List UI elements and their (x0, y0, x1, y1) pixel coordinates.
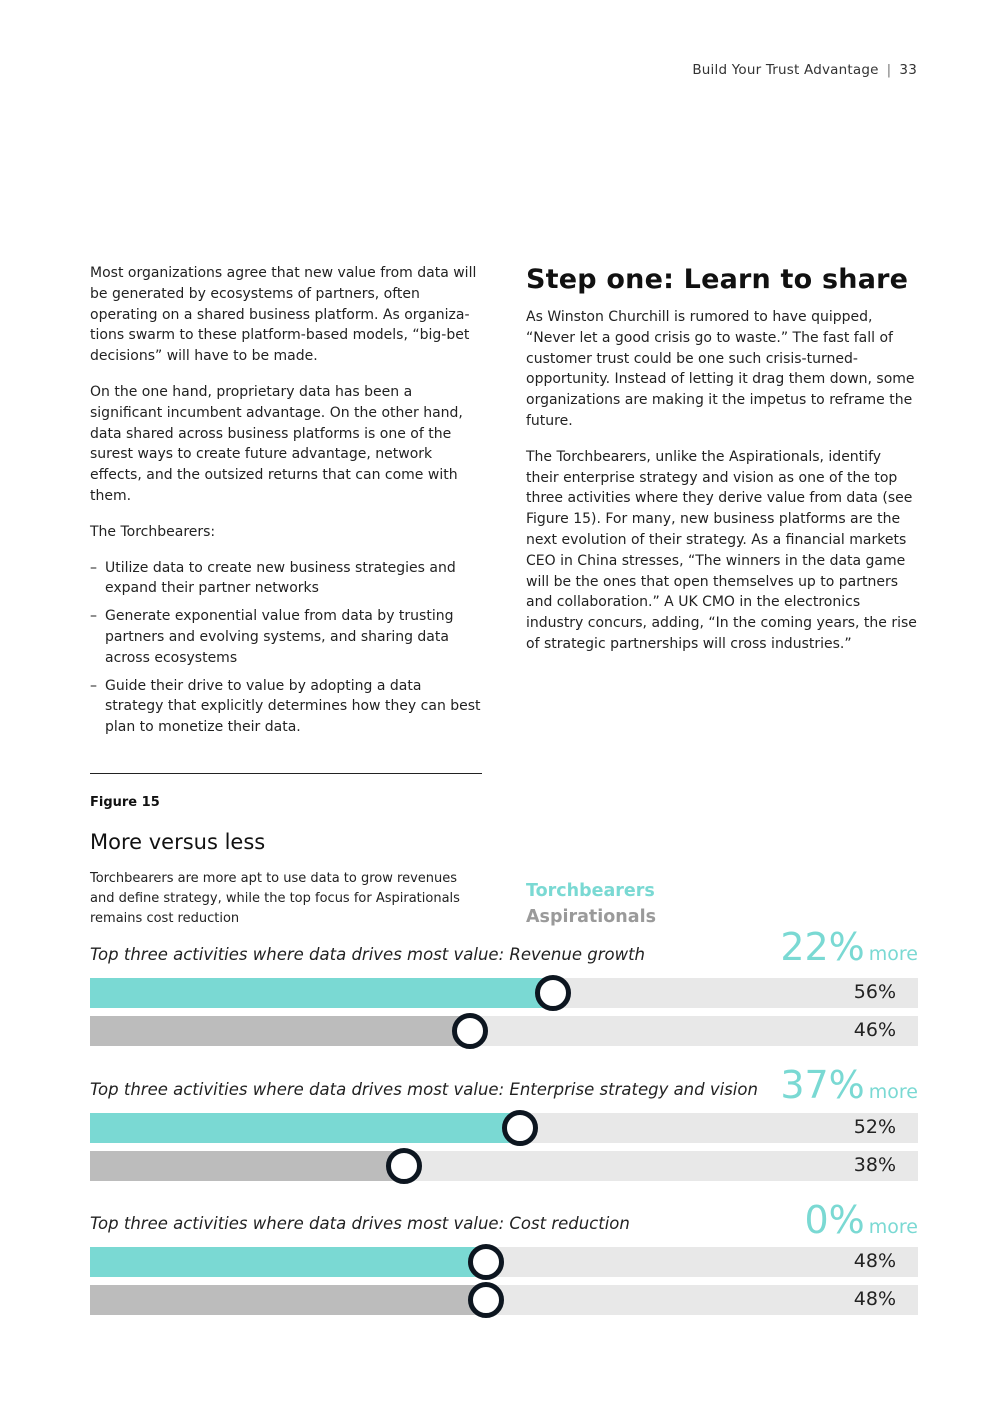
bar-value-label: 56% (853, 981, 896, 1003)
difference-value: 37% (780, 1063, 865, 1107)
torchbearers-list (90, 558, 482, 738)
group-difference (780, 1065, 918, 1105)
list-item (90, 558, 482, 600)
group-title: Top three activities where data drives most value: Enterprise strategy and vision (90, 1080, 758, 1099)
bar-torchbearers (90, 978, 554, 1008)
legend-aspirationals: Aspirationals (526, 907, 656, 927)
bar-aspirationals (90, 1016, 471, 1046)
chart-group-enterprise-strategy (90, 1063, 918, 1220)
header-title: Build Your Trust Advantage (692, 62, 879, 78)
bar-torchbearers (90, 1113, 521, 1143)
bar-track (90, 1285, 918, 1315)
left-paragraph-2: On the one hand, proprietary data has been a significant incumbent advantage. On the other hand, data shared across business platforms is one of the surest ways to create future advantage, network effects, and the outsized returns that can come with them. (90, 383, 463, 504)
figure-subtitle: Torchbearers are more apt to use data to grow revenues and define strategy, while the top focus for Aspirationals remains cost reduction (90, 871, 460, 926)
legend-torchbearers: Torchbearers (526, 881, 655, 901)
group-difference (780, 927, 918, 967)
dash-marker: – (90, 677, 97, 694)
list-item (90, 606, 482, 668)
difference-value: 0% (804, 1198, 865, 1242)
group-title: Top three activities where data drives most value: Revenue growth (90, 945, 646, 964)
bar-marker-knob (386, 1148, 422, 1184)
difference-value: 22% (780, 925, 865, 969)
bar-marker-knob (502, 1110, 538, 1146)
header-separator: | (886, 62, 892, 78)
dash-marker: – (90, 559, 97, 576)
bar-value-label: 48% (853, 1250, 896, 1272)
bar-aspirationals (90, 1285, 487, 1315)
list-item-text: Guide their drive to value by adopting a data strategy that explicitly determines how they can best plan to monetize their data. (105, 677, 481, 736)
left-paragraph-3: The Torchbearers: (90, 523, 216, 540)
bar-value-label: 52% (853, 1116, 896, 1138)
section-heading: Step one: Learn to share (526, 264, 909, 295)
bar-track (90, 1247, 918, 1277)
bar-aspirationals (90, 1151, 405, 1181)
dash-marker: – (90, 608, 97, 625)
difference-label: more (868, 1081, 918, 1103)
bar-marker-knob (452, 1013, 488, 1049)
bar-marker-knob (468, 1244, 504, 1280)
difference-label: more (868, 1216, 918, 1238)
page-header (692, 62, 917, 78)
right-paragraph-2: The Torchbearers, unlike the Aspirationals, identify their enterprise strategy and vision as one of the top three activities where they derive value from data (see Figure 15). For many, new business platforms are the next evolution of their strategy. As a financial markets CEO in China stresses, “The winners in the data game will be the ones that open themselves up to partners and collaboration.” A UK CMO in the electronics industry concurs, adding, “In the coming years, the rise of strategic partnerships will cross industries.” (526, 448, 917, 652)
right-column (526, 263, 918, 670)
figure-label: Figure 15 (90, 795, 160, 810)
group-title: Top three activities where data drives most value: Cost reduction (90, 1214, 630, 1233)
list-item-text: Utilize data to create new business strategies and expand their partner networks (105, 559, 456, 597)
chart-legend (526, 878, 656, 930)
group-difference (804, 1200, 918, 1240)
bar-torchbearers (90, 1247, 487, 1277)
bar-track (90, 978, 918, 1008)
bar-value-label: 38% (853, 1154, 896, 1176)
page-number: 33 (899, 62, 917, 78)
figure-divider (90, 773, 482, 774)
bar-track (90, 1151, 918, 1181)
bar-value-label: 48% (853, 1288, 896, 1310)
bar-marker-knob (468, 1282, 504, 1318)
bar-track (90, 1113, 918, 1143)
difference-label: more (868, 943, 918, 965)
left-paragraph-1: Most organizations agree that new value from data will be generated by ecosystems of partners, often operating on a shared business platform. As organiza-tions swarm to these platform-based models, “big-bet decisions” will have to be made. (90, 265, 477, 365)
bar-marker-knob (535, 975, 571, 1011)
left-column (90, 263, 482, 745)
right-paragraph-1: As Winston Churchill is rumored to have quipped, “Never let a good crisis go to waste.” The fast fall of customer trust could be one such crisis-turned-opportunity. Instead of letting it drag them down, some organizations are making it the impetus to reframe the future. (526, 309, 915, 429)
bar-value-label: 46% (853, 1019, 896, 1041)
figure-title: More versus less (90, 830, 266, 854)
list-item (90, 676, 482, 738)
list-item-text: Generate exponential value from data by trusting partners and evolving systems, and sharing data across ecosystems (105, 608, 454, 666)
chart-group-cost-reduction (90, 1198, 918, 1354)
bar-track (90, 1016, 918, 1046)
